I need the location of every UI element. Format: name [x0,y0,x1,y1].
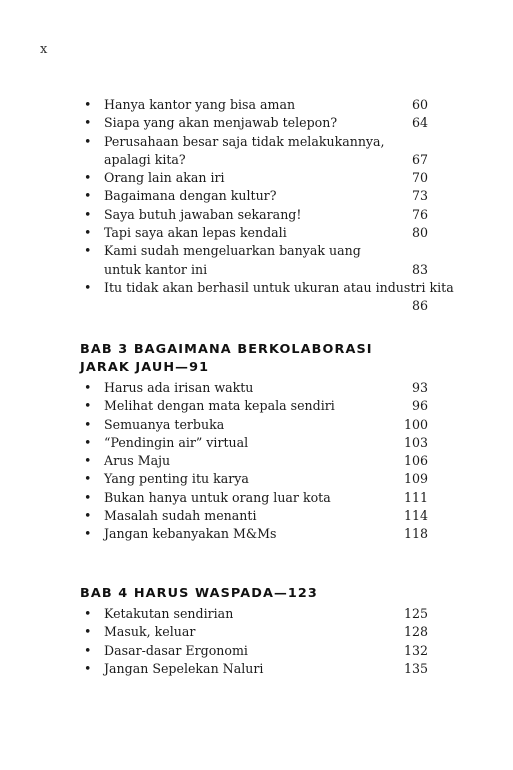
toc-entry-title: Jangan Sepelekan Naluri [104,660,264,676]
toc-entry[interactable] [80,452,428,470]
bullet-icon: • [84,642,92,658]
toc-entry[interactable] [80,525,428,543]
chapter-heading-line: BAB 3 BAGAIMANA BERKOLABORASI [80,342,373,357]
toc-section-bab-3 [80,379,428,544]
toc-entry[interactable] [80,379,428,397]
toc-entry[interactable] [80,416,428,434]
toc-entry[interactable] [80,242,428,279]
toc-entry-title: Tapi saya akan lepas kendali [104,225,287,241]
toc-entry-title: Itu tidak akan berhasil untuk ukuran atau industri kita [104,279,454,295]
toc-entry[interactable] [80,489,428,507]
bullet-icon: • [84,489,92,505]
toc-entry-title: Melihat dengan mata kepala sendiri [104,398,335,414]
bullet-icon: • [84,606,92,621]
toc-entry-title: Ketakutan sendirian [104,606,234,621]
bullet-icon: • [84,243,92,259]
toc-entry[interactable] [80,114,428,132]
bullet-icon: • [84,380,92,395]
bullet-icon: • [84,188,92,204]
toc-entry[interactable] [80,623,428,641]
toc-entry[interactable] [80,642,428,660]
toc-entry-title: Orang lain akan iri [104,170,225,186]
bullet-icon: • [84,624,92,640]
bullet-icon: • [84,416,92,432]
toc-entry[interactable] [80,397,428,415]
toc-entry-title: Perusahaan besar saja tidak melakukannya, [104,133,385,149]
bullet-icon: • [84,97,92,112]
toc-entry[interactable] [80,224,428,242]
toc-entry-page-number: 118 [403,526,428,542]
toc-entry-page-number: 100 [403,416,428,432]
toc-entry-title: Bukan hanya untuk orang luar kota [104,489,331,505]
toc-entry-page-number: 67 [411,151,428,167]
toc-entry-page-number: 64 [411,115,428,131]
toc-entry[interactable] [80,279,454,316]
chapter-heading-line: BAB 4 HARUS WASPADA—123 [80,586,318,601]
toc-entry-title: Siapa yang akan menjawab telepon? [104,115,338,131]
toc-entry-title: apalagi kita? [104,151,186,167]
toc-entry-page-number: 132 [403,642,428,658]
toc-entry-page-number: 80 [411,225,428,241]
toc-entry[interactable] [80,133,428,170]
toc-entry-title: Hanya kantor yang bisa aman [104,97,296,112]
toc-entry-page-number: 73 [411,188,428,204]
toc-entry-page-number: 135 [403,660,428,676]
toc-entry-page-number: 96 [411,398,428,414]
toc-entry-title: “Pendingin air” virtual [104,434,249,450]
bullet-icon: • [84,508,92,524]
bullet-icon: • [84,660,92,676]
toc-entry-title: untuk kantor ini [104,261,208,277]
toc-entry[interactable] [80,96,428,114]
bullet-icon: • [84,526,92,542]
toc-entry-page-number: 106 [403,453,428,469]
toc-entry[interactable] [80,470,428,488]
toc-entry-page-number: 86 [411,298,428,314]
toc-entry-title: Arus Maju [104,453,171,469]
toc-entry-page-number: 111 [403,489,428,505]
toc-entry[interactable] [80,605,428,623]
toc-entry-page-number: 114 [403,508,428,524]
toc-entry[interactable] [80,660,428,678]
toc-section-1 [80,96,454,316]
bullet-icon: • [84,206,92,222]
toc-entry-page-number: 109 [403,471,428,487]
bullet-icon: • [84,133,92,149]
toc-entry[interactable] [80,434,428,452]
toc-entry-page-number: 125 [403,606,428,621]
toc-section-bab-4 [80,605,428,678]
toc-entry[interactable] [80,507,428,525]
bullet-icon: • [84,453,92,469]
bullet-icon: • [84,115,92,131]
toc-entry-page-number: 83 [411,261,428,277]
bullet-icon: • [84,471,92,487]
toc-entry-page-number: 60 [411,97,428,112]
toc-entry-title: Kami sudah mengeluarkan banyak uang [104,243,361,259]
bullet-icon: • [84,398,92,414]
toc-entry[interactable] [80,187,428,205]
chapter-heading-bab-4 [80,585,440,603]
toc-entry-title: Dasar-dasar Ergonomi [104,642,248,658]
toc-entry-title: Jangan kebanyakan M&Ms [104,526,277,542]
toc-entry-title: Bagaimana dengan kultur? [104,188,277,204]
toc-entry-title: Saya butuh jawaban sekarang! [104,206,302,222]
toc-entry-page-number: 76 [411,206,428,222]
toc-entry-title: Masuk, keluar [104,624,196,640]
bullet-icon: • [84,225,92,241]
toc-entry-page-number: 70 [411,170,428,186]
bullet-icon: • [84,434,92,450]
toc-entry-title: Masalah sudah menanti [104,508,257,524]
bullet-icon: • [84,279,92,295]
chapter-heading-line: JARAK JAUH—91 [80,360,210,375]
toc-entry[interactable] [80,169,428,187]
toc-entry-page-number: 103 [403,434,428,450]
toc-entry-title: Semuanya terbuka [104,416,225,432]
chapter-heading-bab-3 [80,341,440,377]
toc-entry-title: Harus ada irisan waktu [104,380,254,395]
toc-entry-page-number: 128 [403,624,428,640]
toc-entry[interactable] [80,206,428,224]
toc-entry-title: Yang penting itu karya [104,471,249,487]
page-folio: x [40,42,48,57]
bullet-icon: • [84,170,92,186]
toc-entry-page-number: 93 [411,380,428,395]
